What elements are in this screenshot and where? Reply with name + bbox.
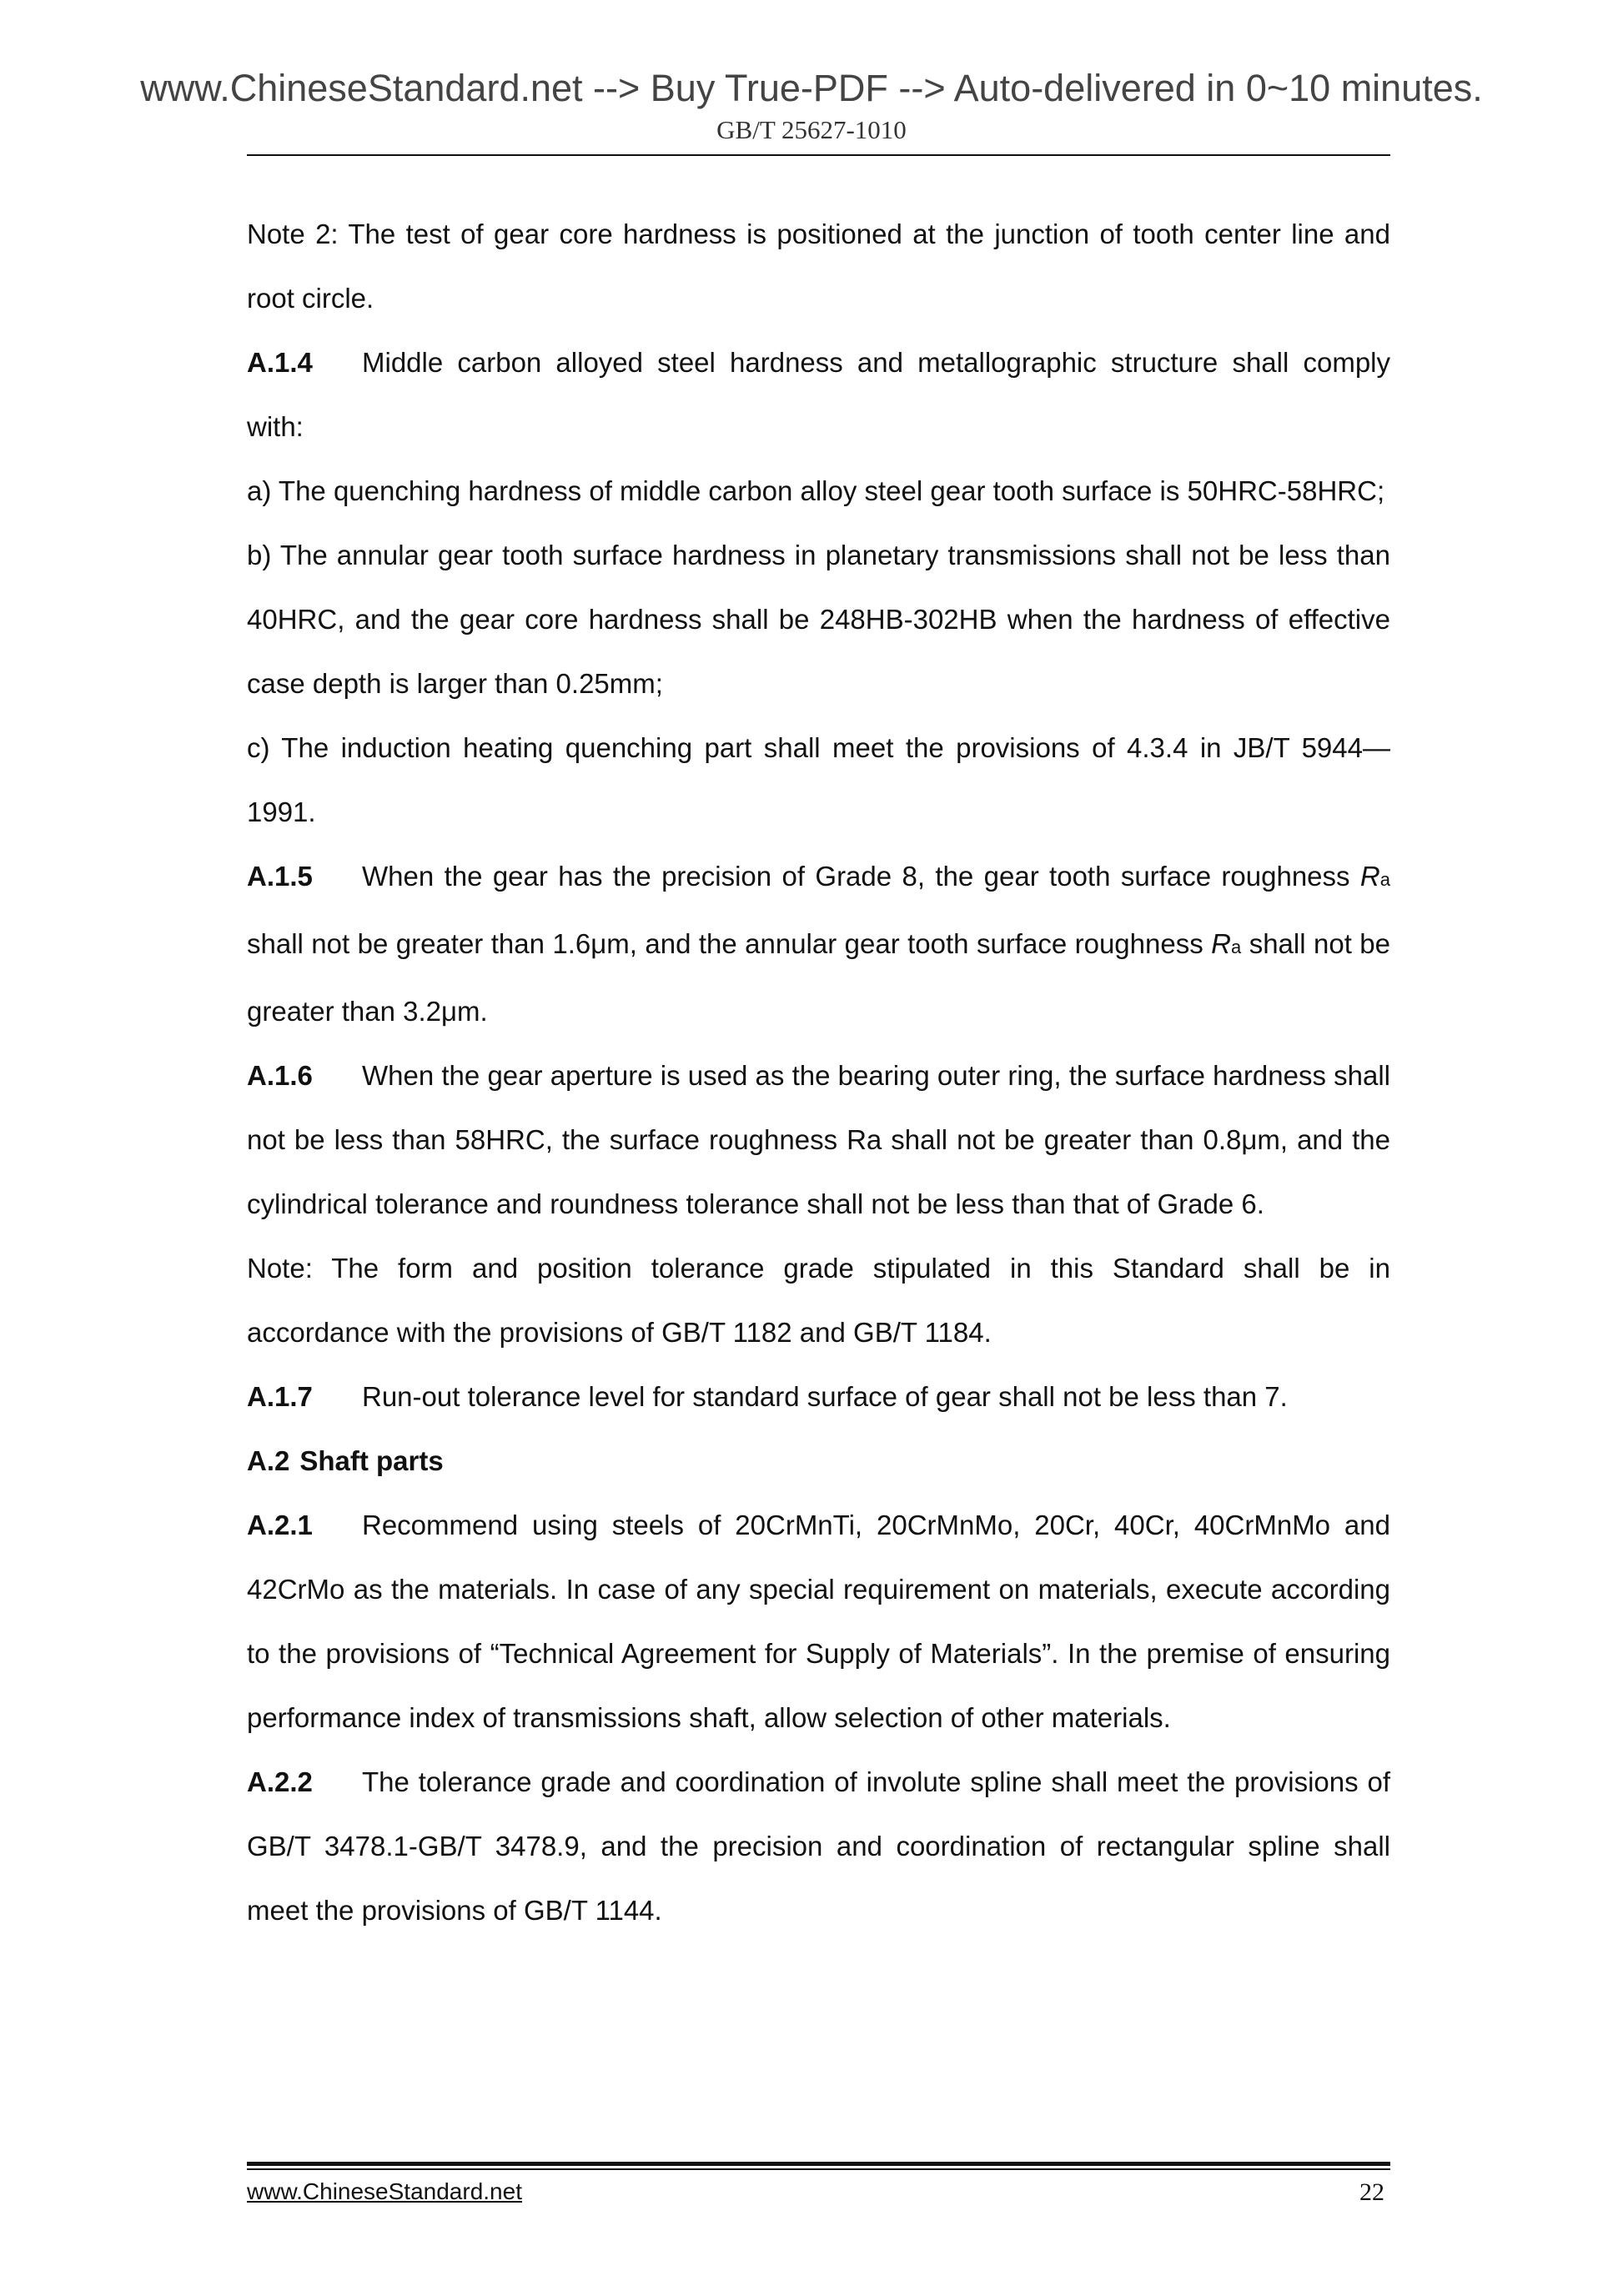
- clause-text: Middle carbon alloyed steel hardness and metallographic structure shall comply with:: [247, 347, 1390, 442]
- clause-number: A.1.5: [247, 861, 313, 892]
- roughness-subscript: a: [1379, 869, 1390, 890]
- list-item-a: a) The quenching hardness of middle carbon alloy steel gear tooth surface is 50HRC-58HRC;: [247, 475, 1385, 506]
- site-banner: www.ChineseStandard.net --> Buy True-PDF --> Auto-delivered in 0~10 minutes.: [140, 67, 1483, 109]
- clause-number: A.2.2: [247, 1766, 313, 1797]
- roughness-symbol: R: [1359, 861, 1380, 892]
- roughness-subscript: a: [1231, 937, 1242, 957]
- clause-number: A.1.7: [247, 1381, 313, 1412]
- clause-text-part3: shall not be greater than 3.2μm.: [247, 928, 1391, 1027]
- footer-website-link[interactable]: www.ChineseStandard.net: [247, 2178, 522, 2204]
- clause-text: Run-out tolerance level for standard surface of gear shall not be less than 7.: [362, 1381, 1288, 1412]
- header-rule: [247, 154, 1390, 156]
- list-item-c: c) The induction heating quenching part shall meet the provisions of 4.3.4 in JB/T 5944—1991.: [247, 732, 1390, 827]
- clause-text-part1: When the gear has the precision of Grade 8, the gear tooth surface roughness: [362, 861, 1350, 892]
- clause-number: A.2.1: [247, 1510, 313, 1540]
- page-content: [247, 202, 1390, 1942]
- clause-a-1-4: [247, 330, 1390, 459]
- clause-a-1-7: [247, 1364, 1390, 1429]
- clause-a-2-2: [247, 1750, 1390, 1942]
- clause-number: A.1.4: [247, 347, 313, 378]
- page-number: 22: [1359, 2178, 1384, 2206]
- footer-rule-thin: [247, 2168, 1390, 2170]
- footer-rule-thick: [247, 2162, 1390, 2166]
- standard-code: GB/T 25627-1010: [716, 115, 907, 144]
- clause-a-2-1: [247, 1493, 1390, 1750]
- clause-text: Recommend using steels of 20CrMnTi, 20CrMnMo, 20Cr, 40Cr, 40CrMnMo and 42CrMo as the materials. In case of any special requirement on materials, execute according to the provisions of “Technical Agreement for Supply of Materials”. In the premise of ensuring performance index of transmissions shaft, allow selection of other materials.: [247, 1510, 1390, 1733]
- clause-text: When the gear aperture is used as the bearing outer ring, the surface hardness shall not be less than 58HRC, the surface roughness Ra shall not be greater than 0.8μm, and the cylindrical tolerance and roundness tolerance shall not be less than that of Grade 6.: [247, 1060, 1390, 1219]
- section-number: A.2: [247, 1445, 290, 1476]
- section-title: Shaft parts: [299, 1445, 444, 1476]
- section-heading-a-2: [247, 1429, 1390, 1493]
- clause-text-part2: shall not be greater than 1.6μm, and the annular gear tooth surface roughness: [247, 928, 1203, 959]
- note: Note: The form and position tolerance grade stipulated in this Standard shall be in accordance with the provisions of GB/T 1182 and GB/T 1184.: [247, 1253, 1390, 1348]
- clause-text: The tolerance grade and coordination of involute spline shall meet the provisions of GB/T 3478.1-GB/T 3478.9, and the precision and coordination of rectangular spline shall meet the provisions of GB/T 1144.: [247, 1766, 1390, 1926]
- list-item-b: b) The annular gear tooth surface hardness in planetary transmissions shall not be less than 40HRC, and the gear core hardness shall be 248HB-302HB when the hardness of effective case depth is larger than 0.25mm;: [247, 540, 1390, 699]
- note-2: Note 2: The test of gear core hardness is positioned at the junction of tooth center line and root circle.: [247, 219, 1390, 314]
- clause-number: A.1.6: [247, 1060, 313, 1091]
- clause-a-1-6: [247, 1043, 1390, 1236]
- roughness-symbol: R: [1211, 928, 1232, 959]
- clause-a-1-5: [247, 844, 1390, 1043]
